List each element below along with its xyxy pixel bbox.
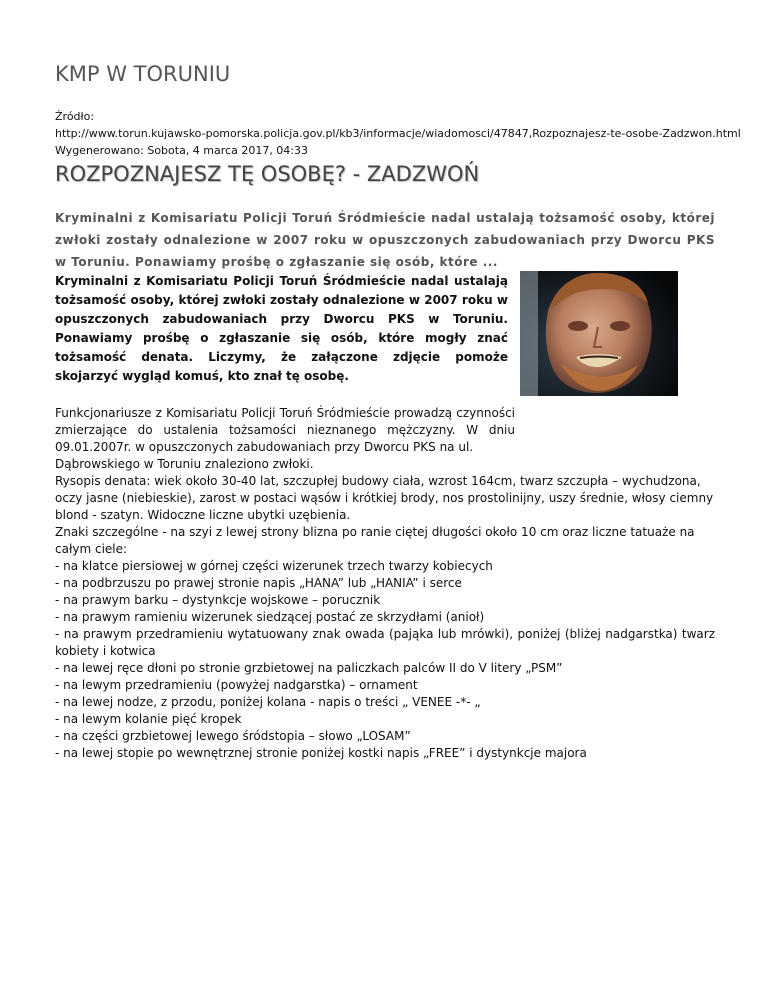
victim-photo xyxy=(520,271,678,396)
tattoo-list xyxy=(55,558,715,762)
source-label: Źródło: xyxy=(55,110,95,123)
paragraph-special-marks: Znaki szczególne - na szyi z lewej strony blizna po ranie ciętej długości około 10 cm oraz liczne tatuaże na całym ciele: xyxy=(55,525,695,556)
article-lead: Kryminalni z Komisariatu Policji Toruń Śródmieście nadal ustalają tożsamość osoby, której zwłoki zostały odnalezione w 2007 roku w opuszczonych zabudowaniach przy Dworcu PKS w Toruniu. Ponawiamy prośbę o zgłaszanie się osób, które ... xyxy=(55,211,715,269)
paragraph-investigation-end: Dąbrowskiego w Toruniu znaleziono zwłoki. xyxy=(55,457,314,471)
list-item: - na klatce piersiowej w górnej części wizerunek trzech twarzy kobiecych xyxy=(55,559,493,573)
generated-timestamp: Wygenerowano: Sobota, 4 marca 2017, 04:33 xyxy=(55,144,309,157)
list-item: - na podbrzuszu po prawej stronie napis „HANA” lub „HANIA” i serce xyxy=(55,576,462,590)
face-photo-image xyxy=(520,271,678,396)
article-title: ROZPOZNAJESZ TĘ OSOBĘ? - ZADZWOŃ xyxy=(55,162,480,186)
list-item: - na lewej stopie po wewnętrznej stronie poniżej kostki napis „FREE” i dystynkcje majora xyxy=(55,746,587,760)
article-intro: Kryminalni z Komisariatu Policji Toruń Śródmieście nadal ustalają tożsamość osoby, której zwłoki zostały odnalezione w 2007 roku w opuszczonych zabudowaniach przy Dworcu PKS w Toruniu. Ponawiamy prośbę o zgłaszanie się osób, które mogły znać tożsamość denata. Liczymy, że załączone zdjęcie pomoże skojarzyć wygląd komuś, kto znał tę osobę. xyxy=(55,274,508,383)
list-item: - na prawym ramieniu wizerunek siedzącej postać ze skrzydłami (anioł) xyxy=(55,610,485,624)
site-title: KMP W TORUNIU xyxy=(55,62,231,86)
list-item: - na prawym przedramieniu wytatuowany znak owada (pająka lub mrówki), poniżej (bliżej nadgarstka) twarz kobiety i kotwica xyxy=(55,627,715,658)
document-meta xyxy=(55,108,741,159)
list-item: - na lewej ręce dłoni po stronie grzbietowej na paliczkach palców II do V litery „PSM” xyxy=(55,661,563,675)
list-item: - na lewym przedramieniu (powyżej nadgarstka) – ornament xyxy=(55,678,418,692)
list-item: - na lewym kolanie pięć kropek xyxy=(55,712,242,726)
list-item: - na lewej nodze, z przodu, poniżej kolana - napis o treści „ VENEE -*- „ xyxy=(55,695,481,709)
paragraph-investigation: Funkcjonariusze z Komisariatu Policji Toruń Śródmieście prowadzą czynności zmierzające do ustalenia tożsamości nieznanego mężczyzny. W dniu 09.01.2007r. w opuszczonych zabudowaniach przy Dworcu PKS na ul. xyxy=(55,406,515,454)
paragraph-description: Rysopis denata: wiek około 30-40 lat, szczupłej budowy ciała, wzrost 164cm, twarz szczupła – wychudzona, oczy jasne (niebieskie), zarost w postaci wąsów i krótkiej brody, nos prostolinijny, uszy średnie, włosy ciemny blond - szatyn. Widoczne liczne ubytki uzębienia. xyxy=(55,474,714,522)
article-body xyxy=(55,405,715,762)
list-item: - na części grzbietowej lewego śródstopia – słowo „LOSAM” xyxy=(55,729,411,743)
list-item: - na prawym barku – dystynkcje wojskowe – porucznik xyxy=(55,593,381,607)
source-url[interactable]: http://www.torun.kujawsko-pomorska.policja.gov.pl/kb3/informacje/wiadomosci/47847,Rozpoznajesz-te-osobe-Zadzwon.html xyxy=(55,127,741,140)
